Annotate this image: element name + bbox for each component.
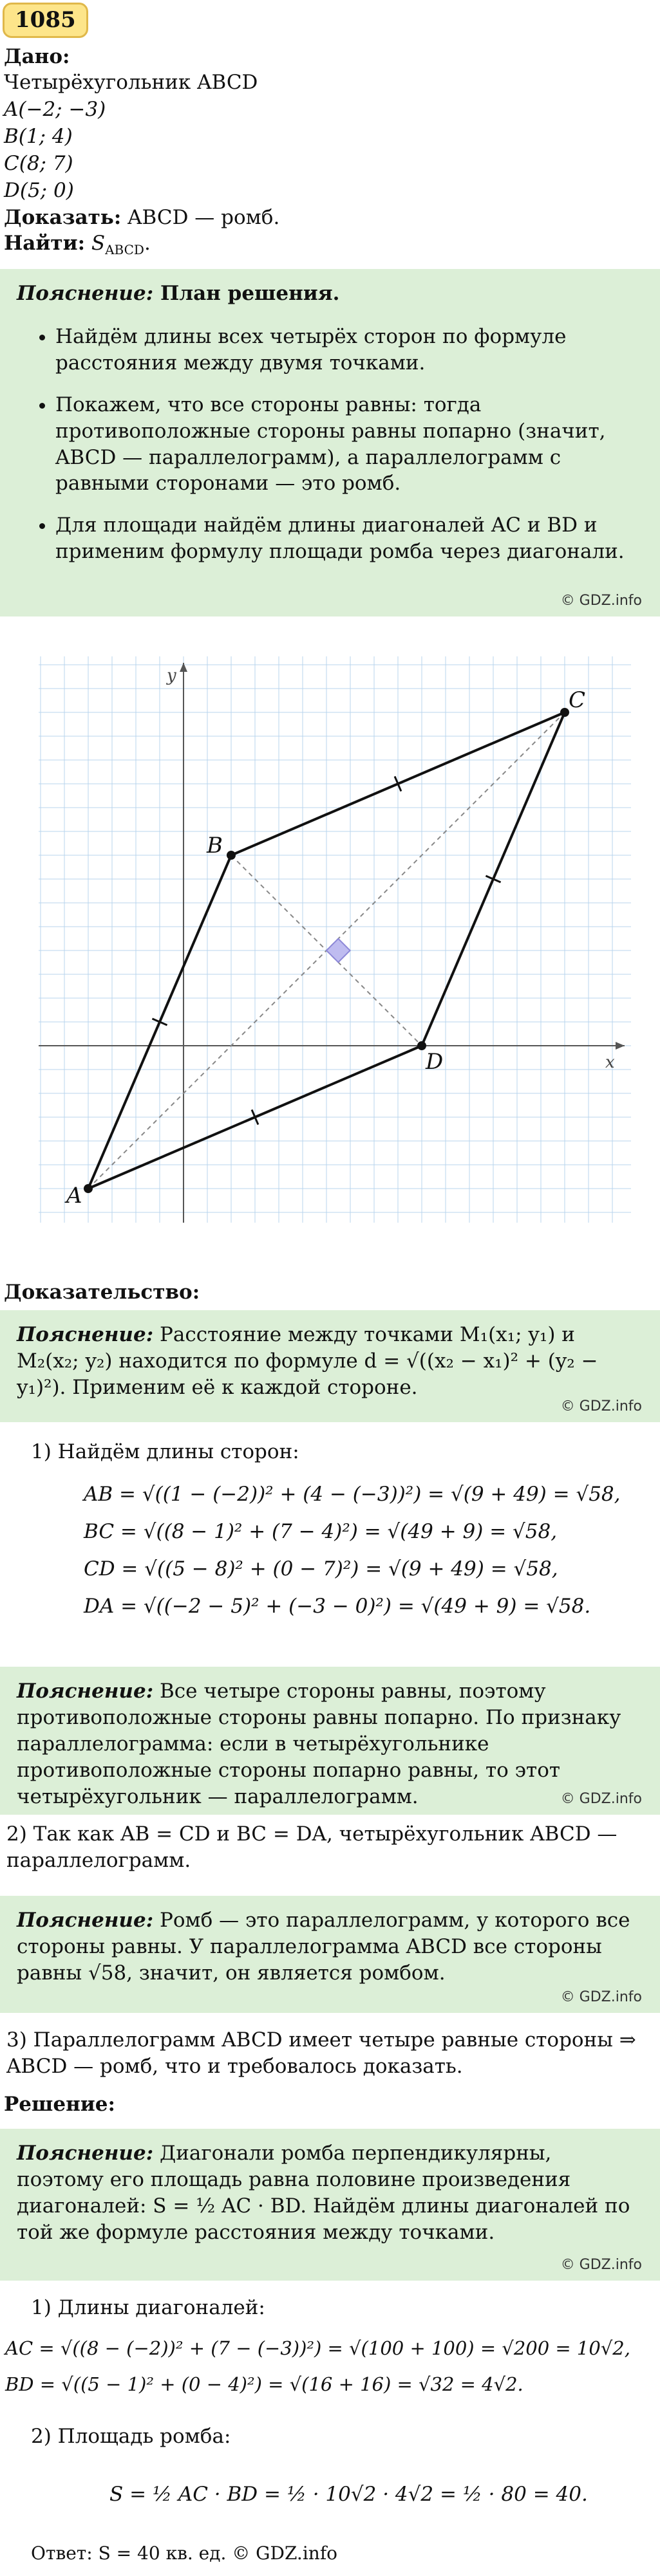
vertex-label-d: D — [426, 1049, 444, 1075]
coordinate-plot — [39, 656, 631, 1223]
eq-ab: AB = √((1 − (−2))² + (4 − (−3))²) = √(9 + 49) = √58, — [84, 1483, 621, 1506]
vertex-label-a: A — [66, 1183, 82, 1209]
solution-step-2: 2) Площадь ромба: — [31, 2425, 231, 2448]
eq-bd: BD = √((5 − 1)² + (0 − 4)²) = √(16 + 16) = √32 = 4√2. — [5, 2373, 523, 2395]
vertex-d — [417, 1041, 426, 1050]
proof-hint-1 — [0, 1310, 660, 1422]
proof-hint-2-copyright: © GDZ.info — [560, 1790, 642, 1807]
solution-step-1: 1) Длины диагоналей: — [31, 2296, 265, 2319]
plan-box — [0, 269, 660, 616]
eq-da: DA = √((−2 − 5)² + (−3 − 0)²) = √(49 + 9) = √58. — [84, 1595, 591, 1618]
solution-hint-label: Пояснение: — [17, 2142, 154, 2165]
find-end: . — [144, 232, 151, 255]
plan-title: План решения. — [153, 282, 340, 305]
answer-line: Ответ: S = 40 кв. ед. © GDZ.info — [31, 2543, 338, 2564]
plan-hint-label: Пояснение: — [17, 282, 154, 305]
proof-hint-2 — [0, 1667, 660, 1815]
coordinate-plot-svg — [39, 656, 631, 1223]
right-angle-marker — [326, 939, 350, 963]
y-axis-arrow — [180, 663, 187, 672]
vertex-label-b: B — [207, 833, 223, 858]
x-axis-label: x — [605, 1053, 615, 1072]
x-axis-arrow — [616, 1042, 625, 1050]
proof-step-1: 1) Найдём длины сторон: — [31, 1440, 299, 1463]
find-label: Найти: — [4, 232, 86, 255]
given-line-2: A(−2; −3) — [4, 98, 106, 121]
proof-hint-1-copyright: © GDZ.info — [560, 1398, 642, 1414]
solution-label: Решение: — [4, 2093, 115, 2116]
proof-hint-3-text: Ромб — это параллелограмм, у которого все стороны равны. У параллелограмма ABCD все стороны равны √58, значит, он является ромбом. — [17, 1909, 630, 1985]
proof-hint-3 — [0, 1896, 660, 2013]
vertex-label-c: C — [569, 687, 586, 713]
given-line-1: Четырёхугольник ABCD — [4, 71, 258, 94]
proof-hint-1-text: Расстояние между точками M₁(x₁; y₁) и M₂(x₂; y₂) находится по формуле d = √((x₂ − x₁)² + (y₂ − y₁)²). Применим её к каждой стороне. — [17, 1323, 598, 1399]
y-axis-label: y — [167, 666, 176, 685]
given-line-5: D(5; 0) — [4, 179, 74, 202]
proof-hint-3-label: Пояснение: — [17, 1909, 154, 1932]
proof-hint-2-label: Пояснение: — [17, 1680, 154, 1703]
proof-step-3: 3) Параллелограмм ABCD имеет четыре равные стороны ⇒ ABCD — ромб, что и требовалось доказать. — [6, 2028, 636, 2078]
eq-bc: BC = √((8 − 1)² + (7 − 4)²) = √(49 + 9) = √58, — [84, 1520, 558, 1543]
find-text: S — [85, 232, 106, 255]
solution-hint-text: Диагонали ромба перпендикулярны, поэтому его площадь равна половине произведения диагоналей: S = ½ AC · BD. Найдём длины диагоналей по той же формуле расстояния между точками. — [17, 2142, 630, 2244]
proof-step-2: 2) Так как AB = CD и BC = DA, четырёхугольник ABCD — параллелограмм. — [6, 1822, 618, 1872]
solution-hint — [0, 2129, 660, 2281]
vertex-b — [227, 851, 236, 860]
plan-copyright: © GDZ.info — [560, 592, 642, 609]
prove-label: Доказать: — [4, 206, 122, 229]
given-line-3: B(1; 4) — [4, 125, 73, 148]
plan-item-1: • Найдём длины всех четырёх сторон по формуле расстояния между двумя точками. — [55, 324, 643, 376]
eq-ac: AC = √((8 − (−2))² + (7 − (−3))²) = √(100 + 100) = √200 = 10√2, — [5, 2337, 630, 2359]
prove-line — [4, 205, 279, 231]
plan-list — [17, 324, 643, 565]
proof-hint-3-copyright: © GDZ.info — [560, 1988, 642, 2005]
plan-item-2: • Покажем, что все стороны равны: тогда противоположные стороны равны попарно (значит, ABCD — параллелограмм), а параллелограмм с равными сторонами — это ромб. — [55, 392, 643, 497]
prove-text: ABCD — ромб. — [121, 206, 280, 229]
solution-hint-copyright: © GDZ.info — [560, 2256, 642, 2273]
proof-label: Доказательство: — [4, 1281, 200, 1304]
eq-area: S = ½ AC · BD = ½ · 10√2 · 4√2 = ½ · 80 = 40. — [109, 2483, 588, 2506]
find-sub: ABCD — [105, 242, 144, 258]
proof-hint-1-label: Пояснение: — [17, 1323, 154, 1346]
plan-item-3: • Для площади найдём длины диагоналей AC и BD и применим формулу площади ромба через диагонали. — [55, 512, 643, 565]
given-line-4: C(8; 7) — [4, 152, 73, 175]
eq-cd: CD = √((5 − 8)² + (0 − 7)²) = √(9 + 49) = √58, — [84, 1557, 558, 1580]
problem-number-badge: 1085 — [3, 3, 88, 38]
vertex-c — [560, 708, 569, 717]
given-label: Дано: — [4, 45, 70, 68]
proof-hint-2-text: Все четыре стороны равны, поэтому противоположные стороны равны попарно. По признаку параллелограмма: если в четырёхугольнике противоположные стороны попарно равны, то этот четырёхугольник — параллелограмм. — [17, 1680, 621, 1808]
find-line — [4, 230, 151, 259]
vertex-a — [84, 1184, 93, 1193]
